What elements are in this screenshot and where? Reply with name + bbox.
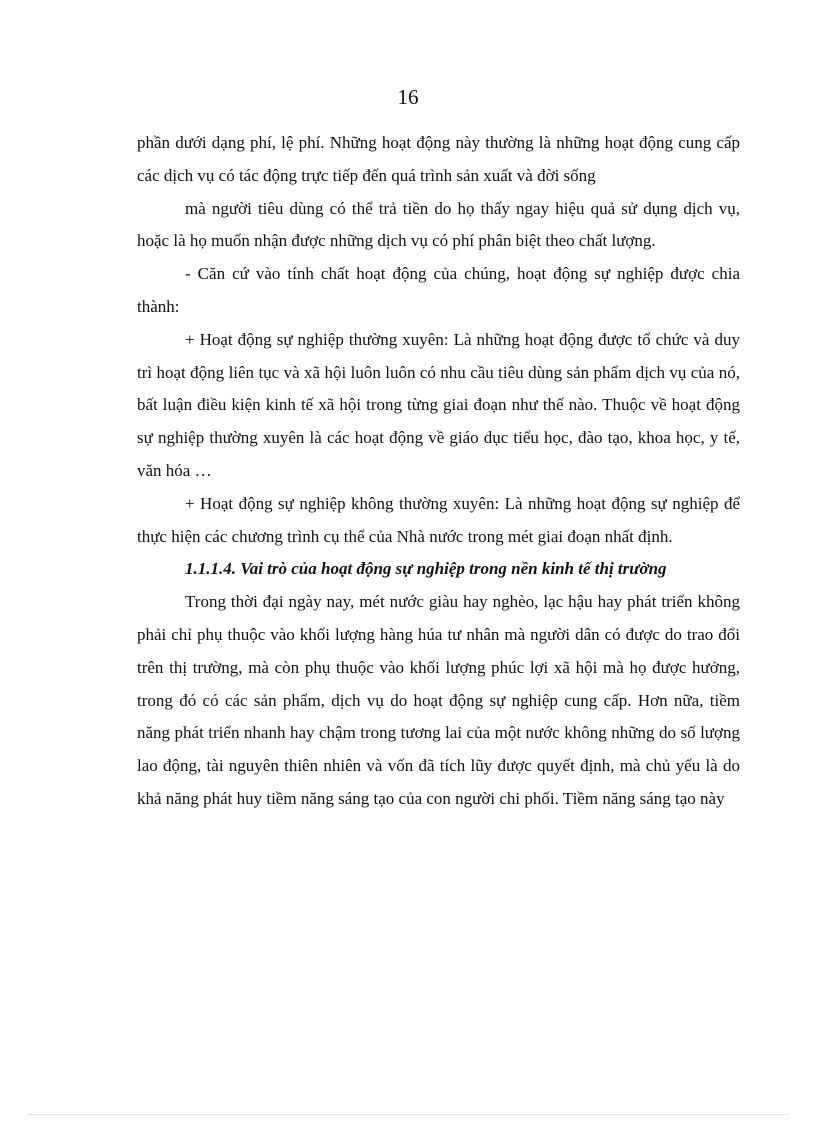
paragraph-consumer: mà người tiêu dùng có thể trả tiền do họ thấy ngay hiệu quả sử dụng dịch vụ, hoặc là họ muốn nhận được những dịch vụ có phí phân biệt theo chất lượng. [137,198,740,251]
paragraph-regular-activities: + Hoạt động sự nghiệp thường xuyên: Là những hoạt động được tổ chức và duy trì hoạt động liên tục và xã hội luôn luôn có nhu cầu tiêu dùng sản phẩm dịch vụ của nó, bất luận điều kiện kinh tế xã hội trong từng giai đoạn như thế nào. Thuộc về hoạt động sự nghiệp thường xuyên là các hoạt động về giáo dục tiểu học, đào tạo, khoa học, y tế, văn hóa … [137,329,740,480]
paragraph-role: Trong thời đại ngày nay, mét nước giàu hay nghèo, lạc hậu hay phát triển không phải chỉ phụ thuộc vào khối lượng hàng húa tư nhân mà người dân có được do trao đổi trên thị trường, mà còn phụ thuộc vào khối lượng phúc lợi xã hội mà họ được hưởng, trong đó có các sản phẩm, dịch vụ do hoạt động sự nghiệp cung cấp. Hơn nữa, tiềm năng phát triển nhanh hay chậm trong tương lai của một nước không những do số lượng lao động, tài nguyên thiên nhiên và vốn đã tích lũy được quyết định, mà chủ yếu là do khả năng phát huy tiềm năng sáng tạo của con người chi phối. Tiềm năng sáng tạo này [137,592,740,808]
page-number: 16 [397,85,419,109]
paragraph-irregular-activities: + Hoạt động sự nghiệp không thường xuyên: Là những hoạt động sự nghiệp để thực hiện các chương trình cụ thể của Nhà nước trong mét giai đoạn nhất định. [137,493,740,546]
paragraph-continuation: phần dưới dạng phí, lệ phí. Những hoạt động này thường là những hoạt động cung cấp các dịch vụ có tác động trực tiếp đến quá trình sản xuất và đời sống [137,133,740,185]
paragraph-classification: - Căn cứ vào tính chất hoạt động của chúng, hoạt động sự nghiệp được chia thành: [137,264,740,316]
page-body [137,127,740,816]
page-bottom-divider [28,1114,788,1115]
section-heading: 1.1.1.4. Vai trò của hoạt động sự nghiệp trong nền kinh tế thị trường [185,559,667,579]
